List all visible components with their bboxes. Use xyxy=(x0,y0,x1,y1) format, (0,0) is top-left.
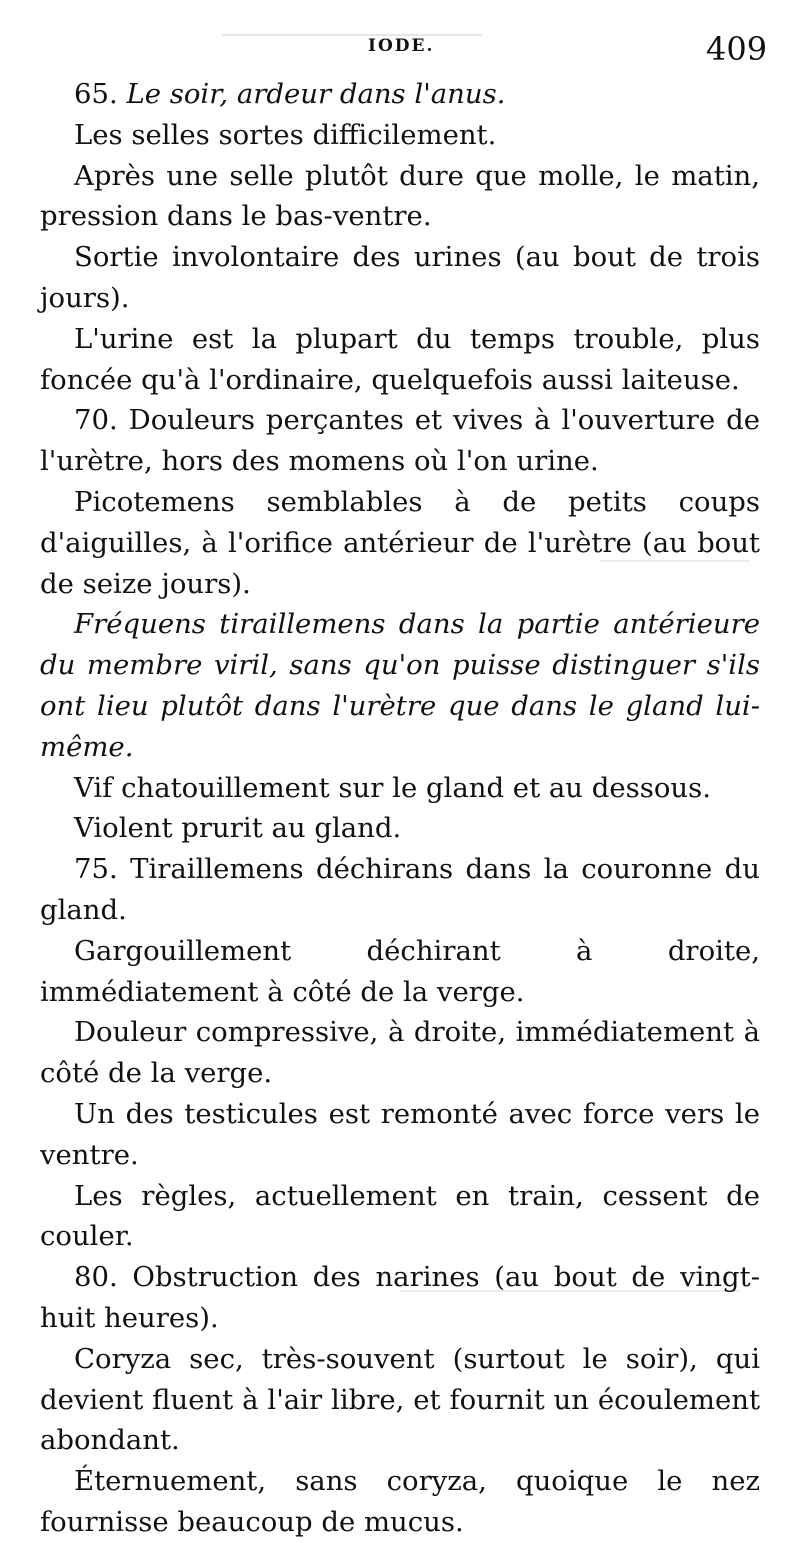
paragraph xyxy=(40,931,760,1013)
body-text xyxy=(40,74,760,1543)
paragraph-text: Coryza sec, très-souvent (surtout le soir), qui devient fluent à l'air libre, et fournit un écoulement abondant. xyxy=(40,1342,760,1457)
paragraph xyxy=(40,1257,760,1339)
page-number: 409 xyxy=(706,30,768,68)
paragraph xyxy=(40,482,760,604)
paragraph xyxy=(40,1094,760,1176)
paragraph-text: Les règles, actuellement en train, cessent de couler. xyxy=(40,1179,760,1253)
paragraph xyxy=(40,1339,760,1461)
paragraph-text: Douleurs perçantes et vives à l'ouverture de l'urètre, hors des momens où l'on urine. xyxy=(40,404,760,478)
paragraph-text: Les selles sortes difficilement. xyxy=(74,118,497,151)
paragraph-text: Obstruction des narines (au bout de vingt-huit heures). xyxy=(40,1261,760,1334)
paragraph xyxy=(40,808,760,849)
paragraph-text: Vif chatouillement sur le gland et au dessous. xyxy=(74,771,711,804)
paragraph xyxy=(40,237,760,319)
paragraph-text: Le soir, ardeur dans l'anus. xyxy=(126,78,506,110)
paragraph-text: Violent prurit au gland. xyxy=(74,812,402,845)
paragraph xyxy=(40,115,760,156)
running-head: IODE. xyxy=(368,36,435,56)
entry-number: 70. xyxy=(74,404,118,437)
paragraph-text: Sortie involontaire des urines (au bout de trois jours). xyxy=(40,241,760,314)
paragraph xyxy=(40,400,760,482)
paragraph-text: Douleur compressive, à droite, immédiatement à côté de la verge. xyxy=(40,1016,760,1090)
paragraph xyxy=(40,768,760,809)
paragraph xyxy=(40,849,760,931)
paragraph xyxy=(40,1176,760,1258)
paragraph-text: Un des testicules est remonté avec force vers le ventre. xyxy=(40,1097,760,1171)
entry-number: 65. xyxy=(74,78,118,110)
entry-number: 80. xyxy=(74,1261,118,1294)
paragraph-text: Tiraillemens déchirans dans la couronne du gland. xyxy=(40,853,760,926)
paragraph xyxy=(40,319,760,401)
paragraph xyxy=(40,74,760,115)
paragraph-text: Fréquens tiraillemens dans la partie antérieure du membre viril, sans qu'on puisse distinguer s'ils ont lieu plutôt dans l'urètre que dans le gland lui-même. xyxy=(40,608,760,763)
paragraph xyxy=(40,604,760,767)
paragraph-text: Éternuement, sans coryza, quoique le nez fournisse beaucoup de mucus. xyxy=(40,1465,760,1538)
paragraph-text: Picotemens semblables à de petits coups d'aiguilles, à l'orifice antérieur de l'urètre (au bout de seize jours). xyxy=(40,485,760,600)
bleed-through-shadow xyxy=(222,34,482,46)
paragraph xyxy=(40,1461,760,1543)
paragraph-text: Gargouillement déchirant à droite, immédiatement à côté de la verge. xyxy=(40,934,760,1008)
paragraph-text: L'urine est la plupart du temps trouble, plus foncée qu'à l'ordinaire, quelquefois aussi laiteuse. xyxy=(40,322,760,396)
paragraph xyxy=(40,1012,760,1094)
paragraph-text: Après une selle plutôt dure que molle, le matin, pression dans le bas-ventre. xyxy=(40,159,760,233)
paragraph xyxy=(40,156,760,238)
entry-number: 75. xyxy=(74,853,118,886)
